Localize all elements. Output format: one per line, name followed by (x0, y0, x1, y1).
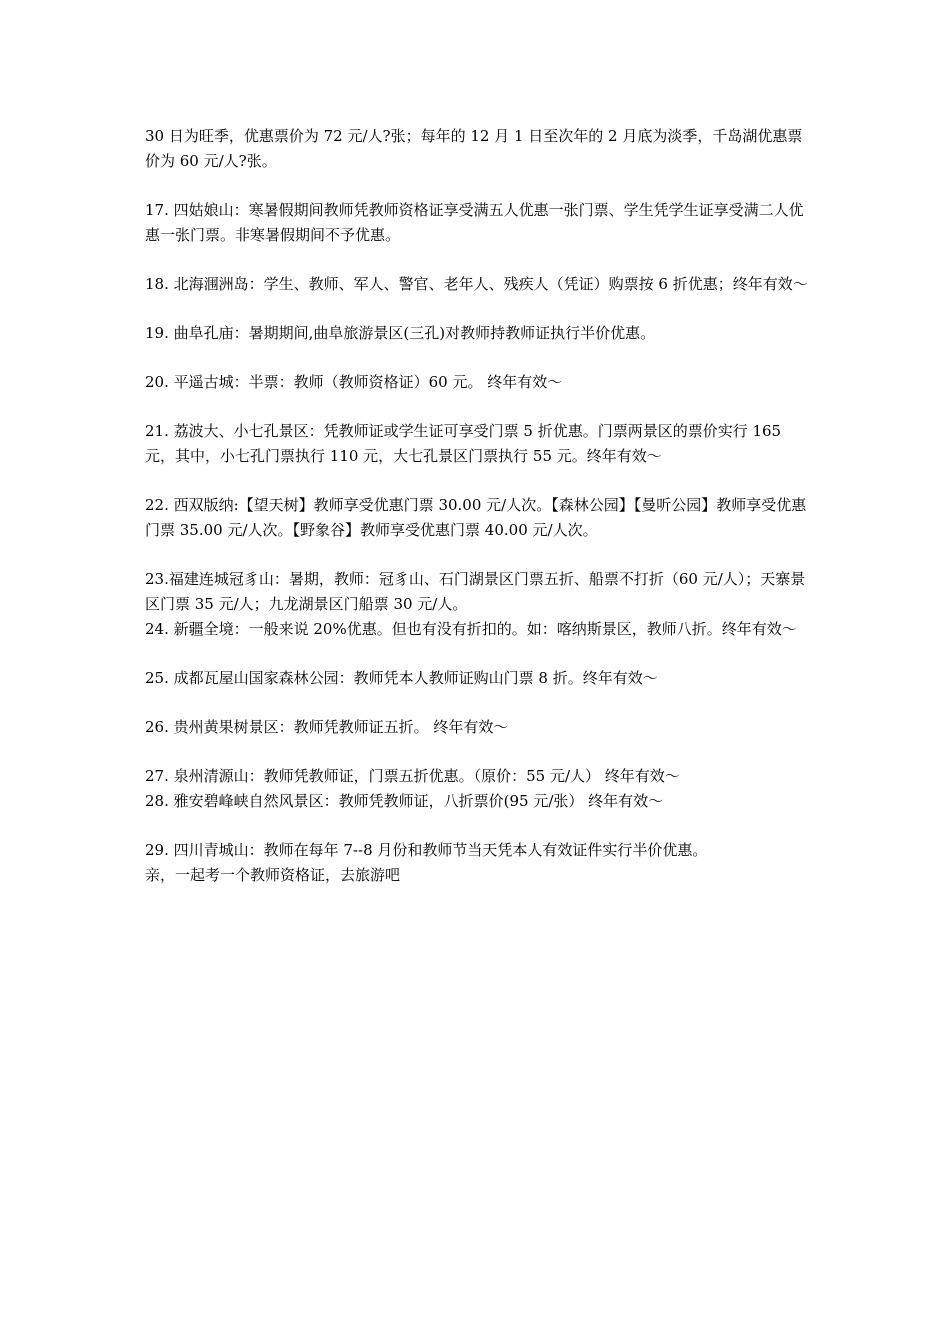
paragraph-qingyuanshan: 27. 泉州清源山：教师凭教师证，门票五折优惠。（原价：55 元/人） 终年有效～ (145, 767, 680, 785)
paragraph-gap (145, 297, 810, 321)
paragraph-gap (145, 814, 810, 838)
paragraph-bifengxia: 28. 雅安碧峰峡自然风景区：教师凭教师证，八折票价(95 元/张） 终年有效～ (145, 792, 664, 810)
paragraph-siguniangshan: 17. 四姑娘山：寒暑假期间教师凭教师资格证享受满五人优惠一张门票、学生凭学生证享受满二人优惠一张门票。非寒暑假期间不予优惠。 (145, 201, 804, 244)
paragraph-qiandaohu-price: 30 日为旺季，优惠票价为 72 元/人?张；每年的 12 月 1 日至次年的 2 月底为淡季，千岛湖优惠票价为 60 元/人?张。 (145, 127, 803, 170)
paragraph-gap (145, 469, 810, 493)
paragraph-guanzhishan: 23.福建连城冠豸山：暑期，教师：冠豸山、石门湖景区门票五折、船票不打折（60 元/人）；天寨景区门票 35 元/人；九龙湖景区门船票 30 元/人。 (145, 570, 806, 613)
paragraph-weizhoudao: 18. 北海涠洲岛：学生、教师、军人、警官、老年人、残疾人（凭证）购票按 6 折优惠；终年有效～ (145, 275, 808, 293)
paragraph-gap (145, 248, 810, 272)
paragraph-libo: 21. 荔波大、小七孔景区：凭教师证或学生证可享受门票 5 折优惠。门票两景区的票价实行 165 元，其中，小七孔门票执行 110 元，大七孔景区门票执行 55 元。终年有效～ (145, 422, 782, 465)
paragraph-gap (145, 543, 810, 567)
document-body (145, 124, 810, 888)
paragraph-qufu-kongmiao: 19. 曲阜孔庙：暑期期间,曲阜旅游景区(三孔)对教师持教师证执行半价优惠。 (145, 324, 656, 342)
paragraph-gap (145, 395, 810, 419)
paragraph-closing-note: 亲，一起考一个教师资格证，去旅游吧 (145, 866, 401, 884)
paragraph-gap (145, 740, 810, 764)
paragraph-qingchengshan: 29. 四川青城山：教师在每年 7--8 月份和教师节当天凭本人有效证件实行半价优惠。 (145, 841, 708, 859)
paragraph-gap (145, 346, 810, 370)
paragraph-gap (145, 174, 810, 198)
paragraph-huangguoshu: 26. 贵州黄果树景区：教师凭教师证五折。 终年有效～ (145, 718, 509, 736)
paragraph-gap (145, 691, 810, 715)
paragraph-gap (145, 642, 810, 666)
paragraph-xinjiang: 24. 新疆全境：一般来说 20%优惠。但也有没有折扣的。如：喀纳斯景区，教师八折。终年有效～ (145, 620, 797, 638)
paragraph-pingyao: 20. 平遥古城：半票：教师（教师资格证）60 元。 终年有效～ (145, 373, 563, 391)
paragraph-xishuangbanna: 22. 西双版纳:【望天树】教师享受优惠门票 30.00 元/人次。【森林公园】【曼听公园】教师享受优惠门票 35.00 元/人次。【野象谷】教师享受优惠门票 40.00 元/人次。 (145, 496, 807, 539)
paragraph-wawushan: 25. 成都瓦屋山国家森林公园：教师凭本人教师证购山门票 8 折。终年有效～ (145, 669, 658, 687)
